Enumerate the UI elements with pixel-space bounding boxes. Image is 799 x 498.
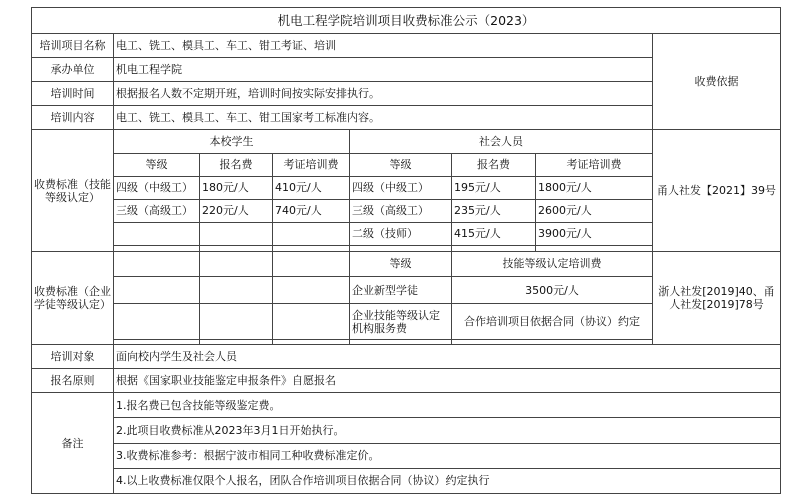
empty-cell — [200, 304, 273, 340]
social-col-reg: 报名费 — [452, 153, 536, 176]
enterprise-row-level: 企业新型学徒 — [350, 277, 452, 304]
empty-cell — [273, 304, 350, 340]
basis-header: 收费依据 — [653, 34, 781, 130]
empty-cell — [200, 222, 273, 245]
empty-cell — [200, 277, 273, 304]
enterprise-row-fee: 合作培训项目依据合同（协议）约定 — [452, 304, 653, 340]
schedule-value: 根据报名人数不定期开班，培训时间按实际安排执行。 — [114, 82, 653, 106]
content-value: 电工、铣工、模具工、车工、钳工国家考工标准内容。 — [114, 106, 653, 130]
social-row-reg: 195元/人 — [452, 176, 536, 199]
organizer-label: 承办单位 — [32, 58, 114, 82]
empty-cell — [273, 251, 350, 276]
social-header: 社会人员 — [350, 130, 653, 153]
empty-cell — [114, 304, 200, 340]
social-row-reg: 235元/人 — [452, 199, 536, 222]
social-row-train: 3900元/人 — [536, 222, 653, 245]
enterprise-row-fee: 3500元/人 — [452, 277, 653, 304]
note-item: 2.此项目收费标准从2023年3月1日开始执行。 — [114, 418, 781, 443]
social-col-train: 考证培训费 — [536, 153, 653, 176]
note-item: 1.报名费已包含技能等级鉴定费。 — [114, 393, 781, 418]
project-value: 电工、铣工、模具工、车工、钳工考证、培训 — [114, 34, 653, 58]
empty-cell — [114, 222, 200, 245]
target-label: 培训对象 — [32, 345, 114, 369]
enterprise-row-level: 企业技能等级认定机构服务费 — [350, 304, 452, 340]
principle-label: 报名原则 — [32, 369, 114, 393]
content-label: 培训内容 — [32, 106, 114, 130]
schedule-label: 培训时间 — [32, 82, 114, 106]
school-row-reg: 220元/人 — [200, 199, 273, 222]
empty-cell — [200, 251, 273, 276]
social-row-train: 1800元/人 — [536, 176, 653, 199]
enterprise-fee-basis: 浙人社发[2019]40、甬人社发[2019]78号 — [653, 251, 781, 344]
school-row-level: 四级（中级工） — [114, 176, 200, 199]
school-row-train: 410元/人 — [273, 176, 350, 199]
school-row-level: 三级（高级工） — [114, 199, 200, 222]
notes-label: 备注 — [32, 393, 114, 494]
empty-cell — [114, 277, 200, 304]
social-row-level: 四级（中级工） — [350, 176, 452, 199]
school-col-level: 等级 — [114, 153, 200, 176]
enterprise-col-level: 等级 — [350, 251, 452, 276]
skill-fee-label: 收费标准（技能等级认定） — [32, 130, 114, 251]
empty-cell — [273, 277, 350, 304]
target-value: 面向校内学生及社会人员 — [114, 345, 781, 369]
empty-cell — [114, 251, 200, 276]
social-row-reg: 415元/人 — [452, 222, 536, 245]
school-header: 本校学生 — [114, 130, 350, 153]
social-col-level: 等级 — [350, 153, 452, 176]
school-row-train: 740元/人 — [273, 199, 350, 222]
enterprise-col-fee: 技能等级认定培训费 — [452, 251, 653, 276]
enterprise-fee-label: 收费标准（企业学徒等级认定） — [32, 251, 114, 344]
project-label: 培训项目名称 — [32, 34, 114, 58]
skill-fee-basis: 甬人社发【2021】39号 — [653, 130, 781, 251]
organizer-value: 机电工程学院 — [114, 58, 653, 82]
fee-standard-table — [31, 7, 781, 494]
social-row-level: 二级（技师） — [350, 222, 452, 245]
school-col-reg: 报名费 — [200, 153, 273, 176]
social-row-train: 2600元/人 — [536, 199, 653, 222]
school-row-reg: 180元/人 — [200, 176, 273, 199]
social-row-level: 三级（高级工） — [350, 199, 452, 222]
note-item: 3.收费标准参考：根据宁波市相同工种收费标准定价。 — [114, 443, 781, 468]
empty-cell — [273, 222, 350, 245]
table-title: 机电工程学院培训项目收费标准公示（2023） — [32, 8, 781, 34]
school-col-train: 考证培训费 — [273, 153, 350, 176]
principle-value: 根据《国家职业技能鉴定申报条件》自愿报名 — [114, 369, 781, 393]
note-item: 4.以上收费标准仅限个人报名，团队合作培训项目依据合同（协议）约定执行 — [114, 468, 781, 493]
